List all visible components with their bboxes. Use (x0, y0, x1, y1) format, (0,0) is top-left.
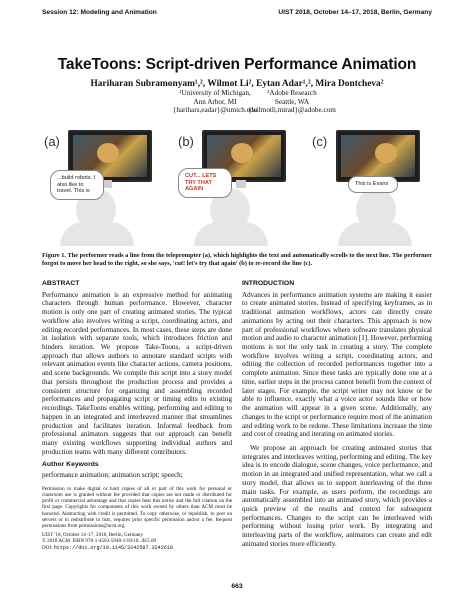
introduction-heading: INTRODUCTION (242, 280, 295, 287)
cartoon-character-icon (231, 143, 253, 163)
panel-label: (a) (44, 134, 60, 149)
page-number: 663 (231, 583, 243, 590)
figure-panel-b (174, 128, 298, 246)
header-session: Session 12: Modeling and Animation (42, 8, 157, 16)
performer-body-silhouette (60, 222, 134, 246)
affiliation-line: Ann Arbor, MI (193, 97, 237, 106)
header-venue: UIST 2018, October 14–17, 2018, Berlin, Germany (278, 8, 432, 16)
figure-panel-a (40, 128, 164, 246)
keywords-heading: Author Keywords (42, 461, 99, 469)
performer-body-silhouette (194, 222, 268, 246)
affiliation-email: {harihars,eadar}@umich.edu (172, 106, 258, 115)
figure-panel-c (308, 128, 432, 246)
animation-preview (341, 135, 415, 177)
affiliation-line: ²Adobe Research (267, 89, 317, 97)
cartoon-character-icon (97, 143, 119, 163)
affiliation-line: Seattle, WA (274, 97, 310, 106)
paper-title: TakeToons: Script-driven Performance Animation (57, 56, 417, 73)
cartoon-character-icon (375, 143, 397, 163)
abstract-heading: ABSTRACT (42, 280, 80, 287)
intro-paragraph-2: We propose an approach for creating animated stories that integrates and interleaves writing, performing and editing. The key idea is to encode dialogue, scene changes, voice performance, and motion in an integrated and unified representation, what we call a story model, that allows us to support interleaving of the three main tasks. For example, as users perform, the recordings are automatically assembled into an animated story, which provides a quick preview of the results and context for subsequent performances. Changes to the script can be interleaved with performing without losing prior work. By integrating and interleaving parts of the workflow, animators can create and edit animated stories more efficiently. (242, 443, 432, 548)
performer-body-silhouette (338, 222, 412, 246)
affiliation-email: {wilmotli,mirad}@adobe.com (248, 106, 336, 115)
doi-link[interactable]: https://doi.org/10.1145/3242587.3242618 (53, 544, 173, 551)
panel-label: (b) (178, 134, 194, 149)
speech-bubble: CUT... LETS TRY THAT AGAIN (178, 168, 232, 198)
acm-line: © 2018 ACM. ISBN 978-1-4503-5948-1/18/10...$15.00 (42, 538, 157, 545)
figure-caption (42, 252, 432, 267)
doi-line (42, 545, 232, 551)
copyright-text: Permission to make digital or hard copies of all or part of this work for personal or classroom use is granted without fee provided that copies are not made or distributed for profit or commercial advantage and that copies bear this notice and the full citation on the first page. Copyrights for components of this work owned by others than ACM must be honored. Abstracting with credit is permitted. To copy otherwise, or republish, to post on servers or to redistribute to lists, requires prior specific permission and/or a fee. Request permissions from permissions@acm.org. (42, 485, 232, 530)
speech-bubble: This is Evans (348, 176, 398, 193)
running-header (42, 6, 432, 18)
copyright-block (42, 486, 232, 551)
abstract-text: Performance animation is an expressive method for animating characters through human performance. However, character motion is only one part of creating animated stories. The typical workflow also involves writing a script, coordinating actors, and editing recorded performances. In most cases, these steps are done in isolation with separate tools, which introduces friction and hinders iteration. We propose Take-Toons, a script-driven approach that allows authors to annotate standard scripts with relevant animation events like character actions, camera positions, and scene backgrounds. We compile this script into a story model that persists throughout the production process and provides a consistent structure for organizing and assembling recorded performances and propagating script or timing edits to existing recordings. TakeToons enables writing, performing and editing to happen in an integrated and interleaved manner that streamlines production and facilitates iteration. Informal feedback from professional animators suggests that our approach can benefit many existing workflows supporting individual authors and production teams with many different contributors. (42, 290, 232, 456)
right-column (242, 280, 432, 554)
affiliation-line: ¹University of Michigan, (179, 89, 251, 97)
author-list: Hariharan Subramonyam¹,², Wilmot Li², Eytan Adar¹,², Mira Dontcheva² (90, 79, 384, 89)
doi-label: DOI: (42, 544, 54, 551)
affiliation-adobe (217, 89, 367, 115)
monitor-icon (336, 130, 420, 182)
teaser-figure (40, 128, 434, 246)
caption-label: Figure 1. (42, 252, 67, 259)
panel-label: (c) (312, 134, 328, 149)
monitor-stand (236, 180, 246, 188)
caption-text: The performer reads a line from the teleprompter (a), which highlights the text and automatically scrolls to the next line. The performer forgot to move her head to the right, so she says, 'cut! let's try that again' (b) to re-record the line (c). (42, 252, 432, 267)
speech-bubble: ...build robots. I also like to travel. This is (50, 170, 104, 200)
venue-line: UIST '18, October 14–17, 2018, Berlin, Germany (42, 532, 143, 539)
intro-paragraph-1: Advances in performance animation systems are making it easier to create animated stories. Instead of specifying keyframes, as in traditional animation workflows, actors can directly create animations by acting out their characters. This approach is now part of professional workflows where software translates physical motion and audio to character animation [1]. However, performing motions is not the only task in creating a story. The complete workflow involves writing a script, coordinating actors, and editing the collection of recorded performances together into a complete animation. Since these tasks are typically done one at a time, earlier steps in the process cannot benefit from the context of later stages. For example, the script writer may not know or be able to influence, exactly what a voice actor sounds like or how the animation will appear in a given scene. Additionally, any changes to the script or performance require most of the animation and editing work to be redone. These limitations increase the time and cost of creating and iterating on animated stories. (242, 290, 432, 439)
left-column (42, 280, 232, 551)
keywords-text: performance animation; animation script; speech; (42, 471, 183, 480)
